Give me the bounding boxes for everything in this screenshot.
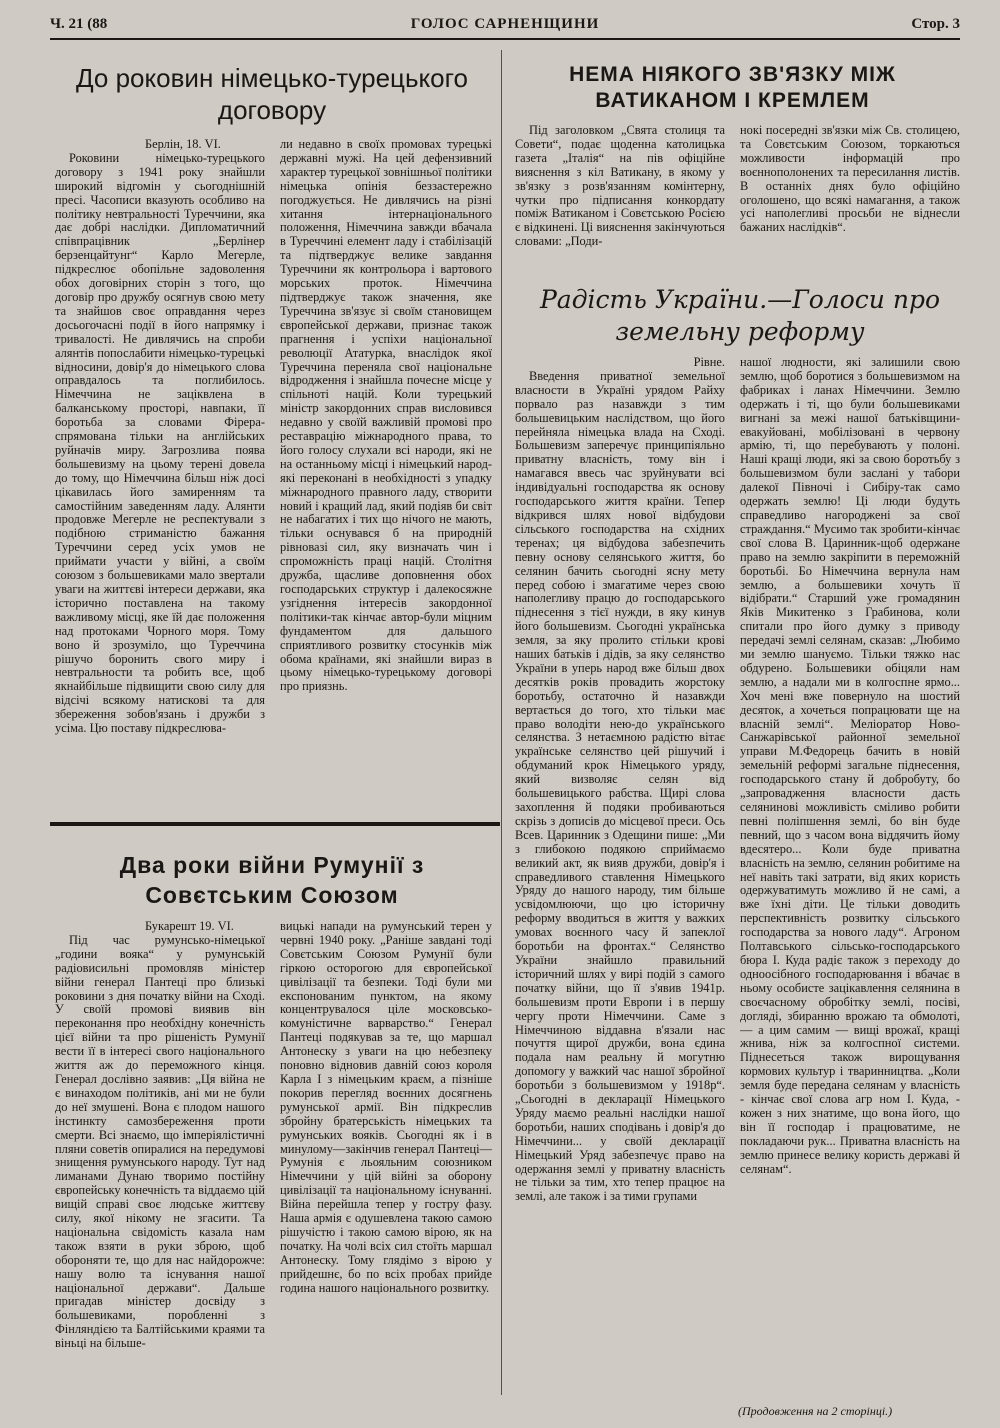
newspaper-title: ГОЛОС САРНЕНЩИНИ xyxy=(410,16,600,32)
section-separator xyxy=(50,822,500,826)
article-text: нокі посередні зв'язки між Св. столицею, та Совєтським Союзом, торкаються можливости інформацій про воєннополонених та пересилання листів. В останніх днях було офіційно оголошено, що всякі намагання, а також усі наполегливі просьби не віднесли бажаних наслідків“. xyxy=(740,124,960,235)
article-text: Роковини німецько-турецького договору з 1941 року знайшли широкий відгомін у сьогоднішній пресі. Часописи вказують особливо на політику невтральності Туреччини, яка дає добрі наслідки. Дипломатичний співпрацівник „Берлінер берзенцайтунг“ Карло Мегерле, підкреслює обопільне задоволення обох договірних сторін з того, що договір про дружбу осягнув свою мету та знайшов своє оправдання через досьогочасні події в його напрямку і тривалості. Не дивлячись на спроби алянтів попослабити німецько-турецькі відносини, довір'я до німецького слова оправдалось та поглибилось. Німеччина не заціквлена в балканському просторі, навпаки, її боротьба за словами Фірера-спрямована тільки на англійських руйначів миру. Загрозлива поява большевизму на цьому терені довела до тому, що Німеччина більш ніж досі цікавилась його замиренням та самостійним заведенням ладу. Алянти продовже Мегерле не респектували з подібною стриманістю бажання Туреччини серед усіх умов не приймати участи у війні, а своїм союзом з большевиками мало звертали уваги на життєві інтереси держави, яка історично поставлена на такому важливому місці, яке їй дає положення над протоками Чорного моря. Тому воно й зрозуміло, що Туреччина рішучо боронить свого миру і невтральности та робить все, щоб якнайбільше підвищити свою силу для відсічі всякому натискові та для збереження зобов'язань і дружби з усіма. Цю поставу підкреслюва- xyxy=(55,150,265,736)
article-vatican-col2 xyxy=(740,124,960,266)
article-text: нашої людности, які залишили свою землю, щоб боротися з большевизмом на фабриках і ланах Німеччини. Землю одержать і ті, що були большевиками вигнані за межі нашої батьківщини-евакуйовані, мобілізовані в червону армію, ті, що перебувають у полоні. Наші кращі люди, які за свою боротьбу з большевизмом були заслані у табори далекої Півночі і Сибіру-так само одержать землю! Ці люди будуть справедливо нагороджені за свої страждання.“ Мусимо так зробити-кінчає свої слова В. Царинник-щоб одержане право на землю закріпити в переможній боротьбі. Бо Німеччина вернула нам землю, а большевики хочуть її відібрати.“ Старший уже громадянин Яків Микитенко з Грабинова, коли спитали про його думку з приводу передачі землі селянам, сказав: „Любимо ми землю шануємо. Тільки тяжко нас обдурено. Большевики обіцяли нам землю, а надали ми в колгоспне ярмо... Хоч мені вже повернуло на шостий десяток, а хочеться попрацювати ще на власній землі“. Меліоратор Ново-Санжарівської районної земельної управи М.Федорець бачить в новій земельній реформі загальне піднесення, господарського стану й добробуту, бо „запровадження власности дасть селянинові можливість сміливо робити певні поліпшення землі, бо він буде певний, що з часом вона віддячить йому вдесятеро... Коли буде приватна власність на землю, селянин робитиме на неї навіть такі затрати, від яких користь одержуватимуть можливо й не самі, а вже їхні діти. Це тільки доводить перспективність розвитку сільського господарства за нового ладу“. Агроном Полтавського сільсько-господарського бюра І. Куда радіє також з переходу до одноосібного господарювання і вбачає в ньому особисте зацікавлення селянина в своєчасному обробітку землі, посіві, догляді, збиранню врожаю та обмолоті, — а цим самим — вищі врожаї, кращі жнива, ніж за колгоспної системи. Піднесеться також вирощування кормових культур і тваринництва. „Коли земля буде передана селянам у власність - кінчає свої слова агр ном І. Куда, - кожен з них знатиме, що вона його, що він її господар і працюватиме, не покладаючи рук... Приватна власність на землю принесе велику користь державі й селянам“. xyxy=(740,356,960,1176)
article-text: ли недавно в своїх промовах турецькі державні мужі. На цей дефензивний характер турецької зовнішньої політики німецька опінія беззастережно погоджується. Не дивлячись на різні хитання інтернаціонального положення, Німеччина завжди вбачала в Туреччині елемент ладу і стабілізацій та підтверджує велике завдання Туреччини як контрольора і вартового морських проток. Німеччина підтверджує також значення, яке Туреччина зв'язує зі своїм становищем європейської держави, признає також прагнення і успіхи національної революції Ататурка, внаслідок якої Туреччина переняла свої національне відродження і знайшла почесне місце у спільноті націй. Коли турецький міністр закордонних справ висловився недавно у своїй важливій промові про реставрацію міжнародного права, то його голосу слухали всі народи, які не на останньому місці і німецький народ-які переконані в необхідності з упадку міжнародного правного ладу, створити новий і кращий лад, який подіяв би світ не набагатих і тих що нічого не мають, тільки оснувався б на природній рівновазі сил, яку визначать чин і спроможність праці націй. Столітня дружба, щасливе доповнення обох господарських структур і далекосяжне узгіднення інтересів закордонної політики-так кінчає автор-були міцним фундаментом для дальшого сприятливого розвитку стосунків між обома країнами, які знайшли вираз в цьому німецько-турецькому договорі про приязнь. xyxy=(280,138,492,694)
masthead-rule xyxy=(50,38,960,40)
article-title-land-reform: Радість України.—Голоси про земельну реформу xyxy=(539,285,941,346)
page-number: Стор. 3 xyxy=(911,16,960,32)
article-romania-col2 xyxy=(280,920,492,1390)
article-romania-col1 xyxy=(55,920,265,1390)
article-german-turkish-col2 xyxy=(280,138,492,808)
article-text: Введення приватної земельної власности в Україні урядом Райху порвало раз назавжди з тим большевицьким наслідством, що його перейняла німецька влада на Сході. Большевизм заперечує принципіяльно приватну власність, тому він і намагався ввесь час зруйнувати всі індивідуальні господарства як основу господарського життя країни. Тепер відкрився шлях нової відбудови сільського господарства на східних теренах; ця відбудова забезпечить певну основу селянського життя, бо селянин бачить сьогодні ясну мету перед собою і змагатиме через свою наполегливу працю до господарського піднесення з тієї нужди, в яку кинув його большевизм. Сьогодні українська земля, за яку пролито стільки крові наших батьків і дідів, за яку селянство України в уперь народ вже більш двох десятків років провадить жорстоку боротьбу, остаточно й назавжди вертається до того, хто тільки має право володіти нею-до українського селянства. З нетаємною радістю вітає українське селянство цей рішучий і обдуманий крок Німецького уряду, який визволяє селян від большевицького рабства. Щирі слова захоплення й подяки пробиваються скрізь з дописів до місцевої преси. Ось Всев. Царинник з Одещини пише: „Ми з глибокою подякою сприймаємо великий акт, як вияв дружби, довір'я і справедливого ставлення Німецького Уряду до нашого народу, тим більше усвідомлюючи, що цю історичну реформу вводиться в життя у важких умовах воєнного часу й запеклої боротьби на фронтах.“ Селянство України знайшло правильний історичний шлях у вирі подій з самого початку війни, що її з'явив 1941р. большевизм проти Европи і в першу чергу проти Німеччини. Саме з Німеччиною віддавна в'язали нас почуття щирої дружби, вона єдина подала нам реальну й могутню допомогу у важкий час нашої збройної боротьби з большевизмом у 1918р“. „Сьогодні в декларації Німецького Уряду маємо реальні наслідки нашої боротьби, наших сподівань і довір'я до Німеччини... у своїй декларації Німецький Уряд забезпечує право на одержання землі у приватну власність не тільки за тим, хто тепер працює на землі, але також і за тими групами xyxy=(515,368,725,1204)
article-text: Під час румунсько-німецької „години вояка“ у румунській радіовисильні промовляв міністер війни генерал Пантеці про близькі роковини з дня початку війни на Сході. У своїй промові виявив він переконання про необхідну конечність цієї війни та про рішеність Румунії вести її в інтересі свого національного життя аж до переможного кінця. Генерал дослівно заявив: „Ця війна не є винаходом політиків, ані ми не були до неї змушені. Вона є плодом нашого інстинкту самозбереження проти смерти. Всі знаємо, що імперіялістичні пляни советів опиралися на передумові знищення румунського народу. Тут над лиманами Дунаю творимо постійну європейську конечність та віддаємо цій вищій справі своє людське життєву силу, якої нікому не згасити. Та національна свідомість казала нам також взяти в руки зброю, щоб обороняти те, що для нас найдорожче: нашу волю та існування нашої національної держави“. Дальше пригадав міністер досвіду з большевиками, поробленні з Фінляндією та Балтійськими краями та віньці на більше- xyxy=(55,932,265,1351)
masthead xyxy=(50,14,960,40)
article-dateline: Букарешт 19. VI. xyxy=(145,920,234,933)
article-title-vatican-kremlin: НЕМА НІЯКОГО ЗВ'ЯЗКУ МІЖ ВАТИКАНОМ І КРЕМЛЕМ xyxy=(569,63,896,112)
article-dateline: Берлін, 18. VI. xyxy=(145,138,221,151)
article-dateline: Рівне. xyxy=(693,356,725,369)
issue-number: Ч. 21 (88 xyxy=(50,16,108,32)
column-divider xyxy=(501,50,502,1395)
article-land-reform-col1 xyxy=(515,356,725,1396)
article-land-reform-col2 xyxy=(740,356,960,1396)
article-german-turkish-col1 xyxy=(55,138,265,808)
article-vatican-col1 xyxy=(515,124,725,266)
article-text: Під заголовком „Свята столиця та Совети“, подає щоденна католицька газета „Італія“ на пів офіційне вияснення з кіл Ватикану, в якому у зв'язку з розв'язанням комінтерну, чутки про підписання конкордату поміж Ватиканом і Совєтською Росією є відкинені. Ці вияснення закінчуються словами: „Поди- xyxy=(515,124,725,249)
article-title-romania-war: Два роки війни Румунії з Совєтським Союзом xyxy=(119,852,425,908)
continued-note: (Продовження на 2 сторінці.) xyxy=(738,1404,893,1418)
article-text: вицькі напади на румунський терен у червні 1940 року. „Раніше завдані тоді Совєтським Союзом Румунії були гіркою осторогою для європейської цивілізації та безпеки. Тоді були ми експонованим пунктом, на якому концентрувалося ціле московсько-комуністичне варварство.“ Генерал Пантеці подякував за те, що маршал Антонеску з уваги на цю небезпеку поновно відновив давній союз короля Карла І з німецьким краєм, а пізніше покорив перегляд воєнних досягнень румунської армії. Він підкреслив збройну братерськість німецьких та румунських вояків. Сьогодні як і в минулому—закінчив генерал Пантеці—Румунія є льояльним союзником Німеччини у цій війні за оборону цивілізації та національному існуванні. Війна перейшла тепер у гостру фазу. Наша армія є одушевлена такою самою рішучістю і такою самою вірою, як на початку. На чолі всіх сил стоїть маршал Антонеску. Тому глядімо з вірою у прийдешнє, бо по всіх пробах прийде година нашого національного розвитку. xyxy=(280,920,492,1295)
article-title-german-turkish: До роковин німецько-турецького договору xyxy=(75,63,468,125)
